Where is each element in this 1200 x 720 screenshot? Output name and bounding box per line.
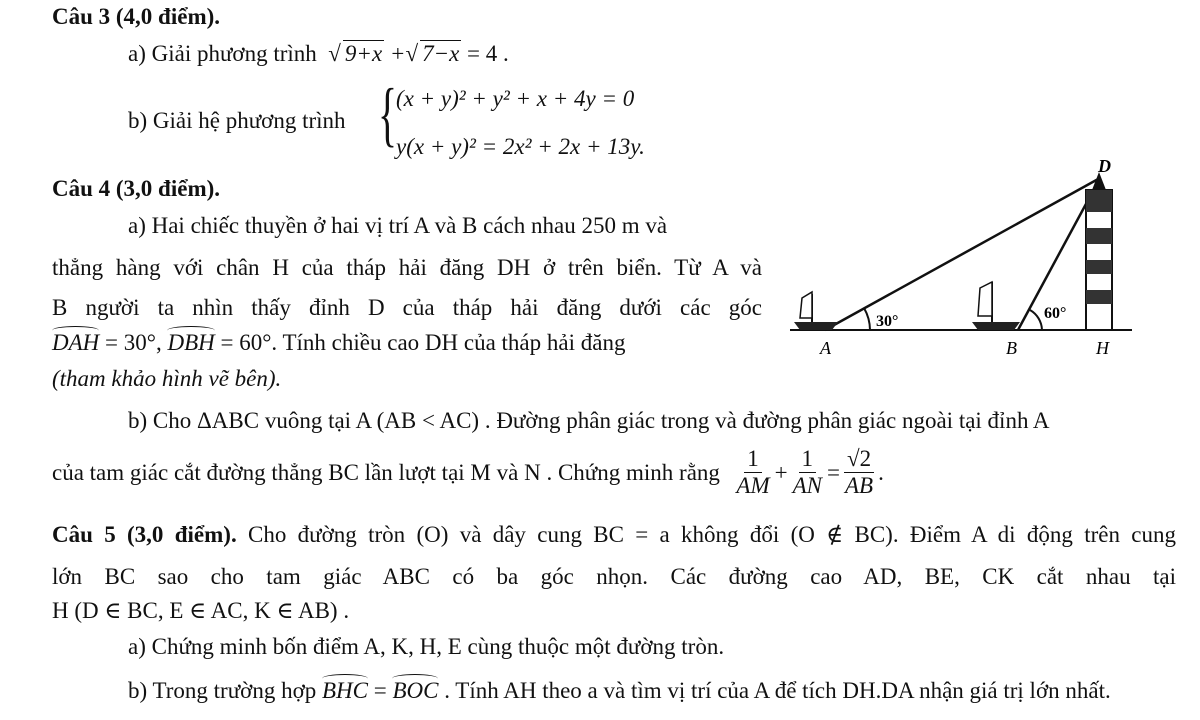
q4-b-line2: của tam giác cắt đường thẳng BC lần lượt tại M và N . Chứng minh rằng $\frac{1}{AM}$ + $\frac{1}{AN}$ = $\frac{√2}{AB}$ . [52,446,884,498]
q4-a-line4 [52,330,625,356]
q4-fraction-2-num: 1 [799,446,817,473]
figure-angle-a: 30° [876,313,899,330]
figure-label-b: B [1006,338,1017,358]
q4-angle-dah: DAH [52,330,100,355]
q5-line1 [52,522,1176,548]
q4-angle-dbh-value: = 60° [220,330,272,355]
q4-fraction-3-num: √2 [844,446,874,473]
q3-part-a [128,40,509,67]
boat-a-icon [794,292,838,330]
q4-a-line4-rest: . Tính chiều cao DH của tháp hải đăng [271,330,626,355]
angle-arc-b [1030,310,1042,330]
q4-fraction-2 [790,446,825,499]
q4-angle-dah-value: = 30°, [105,330,162,355]
q3-b-prefix: b) Giải hệ phương trình [128,108,346,133]
q4-fraction-3 [842,446,876,499]
q4-b-line2-text: của tam giác cắt đường thẳng BC lần lượt tại M và N . Chứng minh rằng [52,459,720,485]
q5-b-prefix: b) Trong trường hợp [128,678,317,703]
q5-angle-bhc: BHC [321,678,368,703]
q3-a-equation: √ 9+x +√ 7−x = 4 . [328,41,509,66]
q5-angle-boc: BOC [392,678,439,703]
q3-b-brace: { [378,74,398,154]
q3-a-prefix: a) Giải phương trình [128,41,317,66]
figure-label-h: H [1096,338,1109,358]
q5-line2: lớn BC sao cho tam giác ABC có ba góc nhọn. Các đường cao AD, BE, CK cắt nhau tại [52,564,1176,589]
figure-label-a: A [820,338,831,358]
q4-a-line5: (tham khảo hình vẽ bên). [52,366,282,391]
q4-angle-dbh: DBH [167,330,215,355]
q3-a-eq-end: = 4 . [467,41,509,66]
lighthouse-icon [1086,172,1112,330]
q5-line3: H (D ∈ BC, E ∈ AC, K ∈ AB) . [52,598,350,623]
q4-fraction-1 [733,446,772,499]
q3-heading: Câu 3 (4,0 điểm). [52,4,221,29]
q5-b-equals: = [373,678,387,703]
lighthouse-figure [780,158,1140,368]
q3-a-sqrt2: 7−x [422,41,460,66]
figure-label-d: D [1098,158,1111,176]
figure-angle-b: 60° [1044,305,1067,322]
q4-fraction-1-den: AM [736,473,770,498]
q4-a-line1: a) Hai chiếc thuyền ở hai vị trí A và B cách nhau 250 m và [128,213,668,238]
q5-part-a: a) Chứng minh bốn điểm A, K, H, E cùng thuộc một đường tròn. [128,634,725,659]
q4-a-line3: B người ta nhìn thấy đỉnh D của tháp hải đăng dưới các góc [52,295,762,320]
q3-b-eq1: (x + y)² + y² + x + 4y = 0 [396,86,635,111]
q4-heading: Câu 4 (3,0 điểm). [52,176,221,201]
q5-part-b [128,678,1111,704]
q5-line1-rest: Cho đường tròn (O) và dây cung BC = a không đổi (O ∉ BC). Điểm A di động trên cung [248,522,1176,547]
q3-b-eq2: y(x + y)² = 2x² + 2x + 13y. [396,134,645,159]
q4-b-line1: b) Cho ΔABC vuông tại A (AB < AC) . Đường phân giác trong và đường phân giác ngoài tại đỉnh A [128,408,1050,433]
q5-heading: Câu 5 (3,0 điểm). [52,522,237,547]
q4-fraction-2-den: AN [792,473,822,498]
q5-b-rest: . Tính AH theo a và tìm vị trí của A để tích DH.DA nhận giá trị lớn nhất. [444,678,1111,703]
q3-a-sqrt1: 9+x [344,41,383,66]
boat-b-icon [972,282,1020,330]
q4-a-line2: thẳng hàng với chân H của tháp hải đăng DH ở trên biển. Từ A và [52,255,762,280]
angle-arc-a [864,308,870,330]
q4-fraction-1-num: 1 [744,446,762,473]
q4-fraction-3-den: AB [844,473,874,498]
